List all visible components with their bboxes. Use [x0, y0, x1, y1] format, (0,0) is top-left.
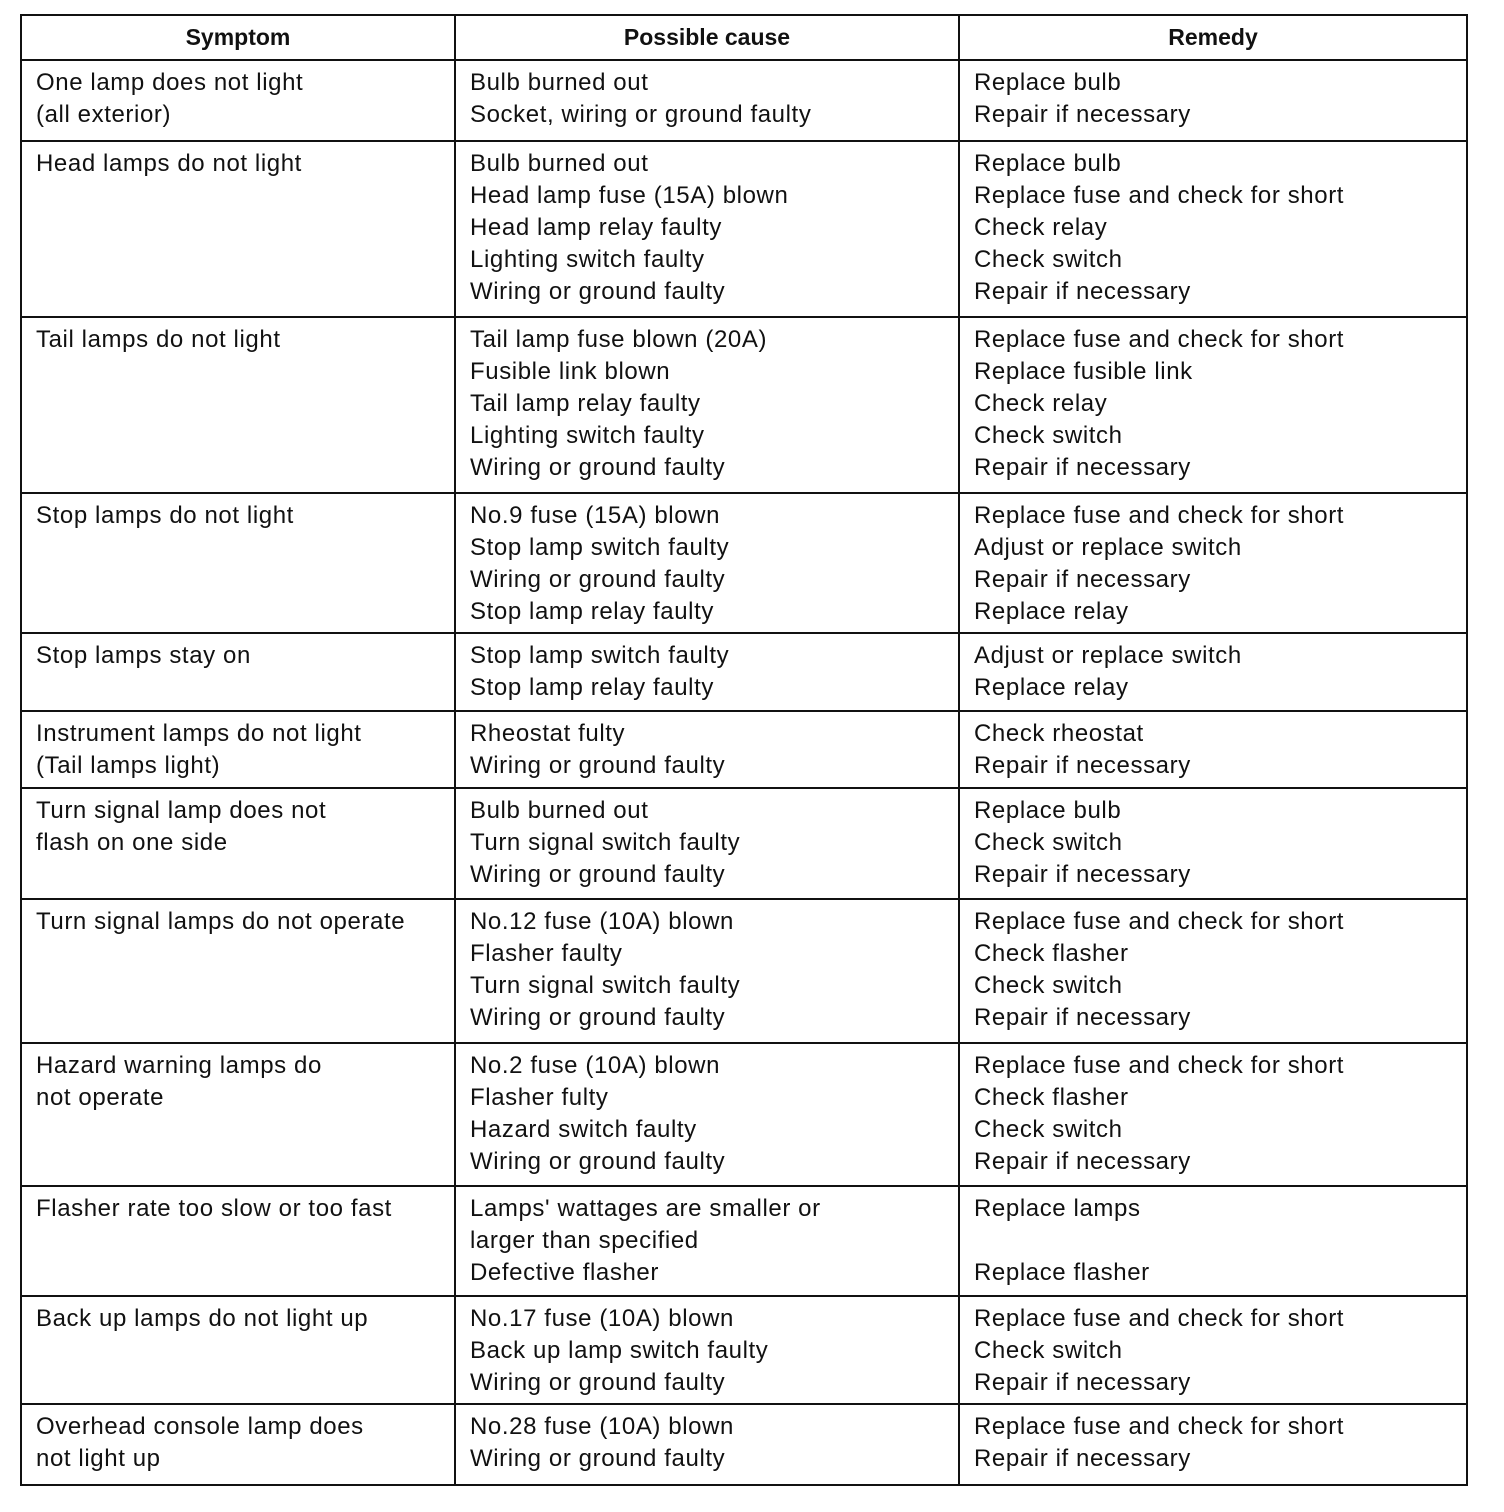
remedy-line: Replace relay: [974, 674, 1129, 701]
cause-cell: [455, 1186, 959, 1296]
cause-line: Stop lamp relay faulty: [470, 598, 714, 625]
cause-line: larger than specified: [470, 1227, 699, 1254]
cause-line: Hazard switch faulty: [470, 1116, 697, 1143]
symptom-cell: [21, 141, 455, 317]
remedy-line: Repair if necessary: [974, 861, 1191, 888]
symptom-cell: [21, 60, 455, 141]
cause-line: Turn signal switch faulty: [470, 829, 741, 856]
symptom-cell: [21, 1296, 455, 1404]
header-symptom: Symptom: [21, 15, 455, 60]
symptom-line: (all exterior): [36, 101, 172, 128]
remedy-line: Repair if necessary: [974, 454, 1191, 481]
remedy-line: Check switch: [974, 1116, 1123, 1143]
symptom-cell: [21, 633, 455, 711]
table-row: [21, 899, 1467, 1043]
cause-cell: [455, 788, 959, 899]
cause-line: Wiring or ground faulty: [470, 1004, 726, 1031]
cause-line: Wiring or ground faulty: [470, 278, 726, 305]
remedy-cell: [959, 788, 1467, 899]
remedy-line: Check switch: [974, 972, 1123, 999]
symptom-line: Overhead console lamp does: [36, 1413, 364, 1440]
table-row: [21, 317, 1467, 493]
remedy-line: Check switch: [974, 422, 1123, 449]
remedy-line: Check switch: [974, 246, 1123, 273]
cause-line: Lamps' wattages are smaller or: [470, 1195, 821, 1222]
table-row: [21, 60, 1467, 141]
remedy-line: Check switch: [974, 829, 1123, 856]
cause-line: No.9 fuse (15A) blown: [470, 502, 721, 529]
cause-cell: [455, 317, 959, 493]
remedy-line: Replace fuse and check for short: [974, 1305, 1345, 1332]
table-row: [21, 1186, 1467, 1296]
remedy-cell: [959, 899, 1467, 1043]
cause-line: Defective flasher: [470, 1259, 659, 1286]
remedy-cell: [959, 141, 1467, 317]
cause-line: Wiring or ground faulty: [470, 1445, 726, 1472]
header-remedy: Remedy: [959, 15, 1467, 60]
symptom-line: Back up lamps do not light up: [36, 1305, 369, 1332]
cause-line: Lighting switch faulty: [470, 246, 705, 273]
symptom-line: Head lamps do not light: [36, 150, 302, 177]
cause-cell: [455, 899, 959, 1043]
remedy-line: Replace fuse and check for short: [974, 1052, 1345, 1079]
symptom-cell: [21, 1043, 455, 1186]
symptom-line: Flasher rate too slow or too fast: [36, 1195, 392, 1222]
remedy-line: Check rheostat: [974, 720, 1144, 747]
symptom-line: Turn signal lamps do not operate: [36, 908, 406, 935]
remedy-line: Repair if necessary: [974, 566, 1191, 593]
symptom-line: Stop lamps do not light: [36, 502, 294, 529]
cause-line: Stop lamp switch faulty: [470, 534, 730, 561]
cause-line: Wiring or ground faulty: [470, 752, 726, 779]
symptom-line: Stop lamps stay on: [36, 642, 251, 669]
remedy-line: Replace relay: [974, 598, 1129, 625]
symptom-line: Instrument lamps do not light: [36, 720, 362, 747]
remedy-line: [974, 1225, 1466, 1257]
cause-line: Back up lamp switch faulty: [470, 1337, 769, 1364]
remedy-line: Replace bulb: [974, 69, 1122, 96]
table-row: [21, 493, 1467, 633]
remedy-line: Replace lamps: [974, 1195, 1141, 1222]
cause-line: Wiring or ground faulty: [470, 1369, 726, 1396]
remedy-line: Replace fusible link: [974, 358, 1193, 385]
table-row: [21, 1043, 1467, 1186]
remedy-cell: [959, 711, 1467, 788]
remedy-line: Adjust or replace switch: [974, 534, 1242, 561]
header-row: [21, 15, 1467, 60]
remedy-line: Adjust or replace switch: [974, 642, 1242, 669]
table-row: [21, 711, 1467, 788]
remedy-cell: [959, 317, 1467, 493]
cause-line: Turn signal switch faulty: [470, 972, 741, 999]
remedy-line: Check switch: [974, 1337, 1123, 1364]
cause-line: Tail lamp fuse blown (20A): [470, 326, 768, 353]
cause-cell: [455, 1043, 959, 1186]
symptom-cell: [21, 1186, 455, 1296]
remedy-line: Repair if necessary: [974, 278, 1191, 305]
remedy-line: Repair if necessary: [974, 1148, 1191, 1175]
cause-line: Head lamp relay faulty: [470, 214, 722, 241]
cause-cell: [455, 60, 959, 141]
cause-cell: [455, 711, 959, 788]
remedy-cell: [959, 1404, 1467, 1485]
symptom-line: (Tail lamps light): [36, 752, 221, 779]
symptom-line: not operate: [36, 1084, 165, 1111]
remedy-line: Repair if necessary: [974, 752, 1191, 779]
remedy-line: Replace fuse and check for short: [974, 182, 1345, 209]
symptom-cell: [21, 493, 455, 633]
cause-line: Wiring or ground faulty: [470, 454, 726, 481]
remedy-cell: [959, 1043, 1467, 1186]
remedy-line: Check relay: [974, 390, 1108, 417]
cause-line: Wiring or ground faulty: [470, 861, 726, 888]
remedy-line: Replace fuse and check for short: [974, 502, 1345, 529]
symptom-cell: [21, 788, 455, 899]
remedy-line: Check relay: [974, 214, 1108, 241]
remedy-line: Replace fuse and check for short: [974, 326, 1345, 353]
cause-line: Wiring or ground faulty: [470, 1148, 726, 1175]
remedy-line: Repair if necessary: [974, 101, 1191, 128]
symptom-cell: [21, 711, 455, 788]
cause-line: Flasher fulty: [470, 1084, 609, 1111]
remedy-line: Replace fuse and check for short: [974, 908, 1345, 935]
cause-line: Socket, wiring or ground faulty: [470, 101, 812, 128]
symptom-line: Hazard warning lamps do: [36, 1052, 322, 1079]
remedy-cell: [959, 1296, 1467, 1404]
remedy-line: Replace flasher: [974, 1259, 1150, 1286]
cause-line: Lighting switch faulty: [470, 422, 705, 449]
table-row: [21, 633, 1467, 711]
symptom-cell: [21, 1404, 455, 1485]
cause-line: Tail lamp relay faulty: [470, 390, 701, 417]
remedy-line: Repair if necessary: [974, 1369, 1191, 1396]
cause-line: No.12 fuse (10A) blown: [470, 908, 735, 935]
remedy-line: Check flasher: [974, 1084, 1129, 1111]
header-possible-cause: Possible cause: [455, 15, 959, 60]
table-row: [21, 1404, 1467, 1485]
troubleshooting-table: [20, 14, 1468, 1486]
remedy-cell: [959, 633, 1467, 711]
cause-line: Bulb burned out: [470, 150, 649, 177]
cause-line: Flasher faulty: [470, 940, 623, 967]
remedy-cell: [959, 493, 1467, 633]
remedy-cell: [959, 1186, 1467, 1296]
symptom-line: Tail lamps do not light: [36, 326, 281, 353]
table-row: [21, 1296, 1467, 1404]
cause-line: Head lamp fuse (15A) blown: [470, 182, 789, 209]
table-row: [21, 788, 1467, 899]
remedy-line: Replace bulb: [974, 150, 1122, 177]
cause-line: Wiring or ground faulty: [470, 566, 726, 593]
cause-cell: [455, 633, 959, 711]
symptom-cell: [21, 317, 455, 493]
remedy-line: Replace bulb: [974, 797, 1122, 824]
remedy-line: Repair if necessary: [974, 1004, 1191, 1031]
remedy-line: Repair if necessary: [974, 1445, 1191, 1472]
cause-cell: [455, 1404, 959, 1485]
symptom-line: Turn signal lamp does not: [36, 797, 327, 824]
cause-cell: [455, 493, 959, 633]
cause-line: No.17 fuse (10A) blown: [470, 1305, 735, 1332]
symptom-cell: [21, 899, 455, 1043]
symptom-line: One lamp does not light: [36, 69, 304, 96]
remedy-line: Check flasher: [974, 940, 1129, 967]
cause-cell: [455, 141, 959, 317]
cause-line: No.28 fuse (10A) blown: [470, 1413, 735, 1440]
remedy-cell: [959, 60, 1467, 141]
cause-line: No.2 fuse (10A) blown: [470, 1052, 721, 1079]
cause-line: Rheostat fulty: [470, 720, 626, 747]
table-row: [21, 141, 1467, 317]
cause-line: Bulb burned out: [470, 797, 649, 824]
symptom-line: flash on one side: [36, 829, 228, 856]
cause-cell: [455, 1296, 959, 1404]
cause-line: Bulb burned out: [470, 69, 649, 96]
symptom-line: not light up: [36, 1445, 161, 1472]
cause-line: Stop lamp relay faulty: [470, 674, 714, 701]
cause-line: Stop lamp switch faulty: [470, 642, 730, 669]
remedy-line: Replace fuse and check for short: [974, 1413, 1345, 1440]
cause-line: Fusible link blown: [470, 358, 671, 385]
